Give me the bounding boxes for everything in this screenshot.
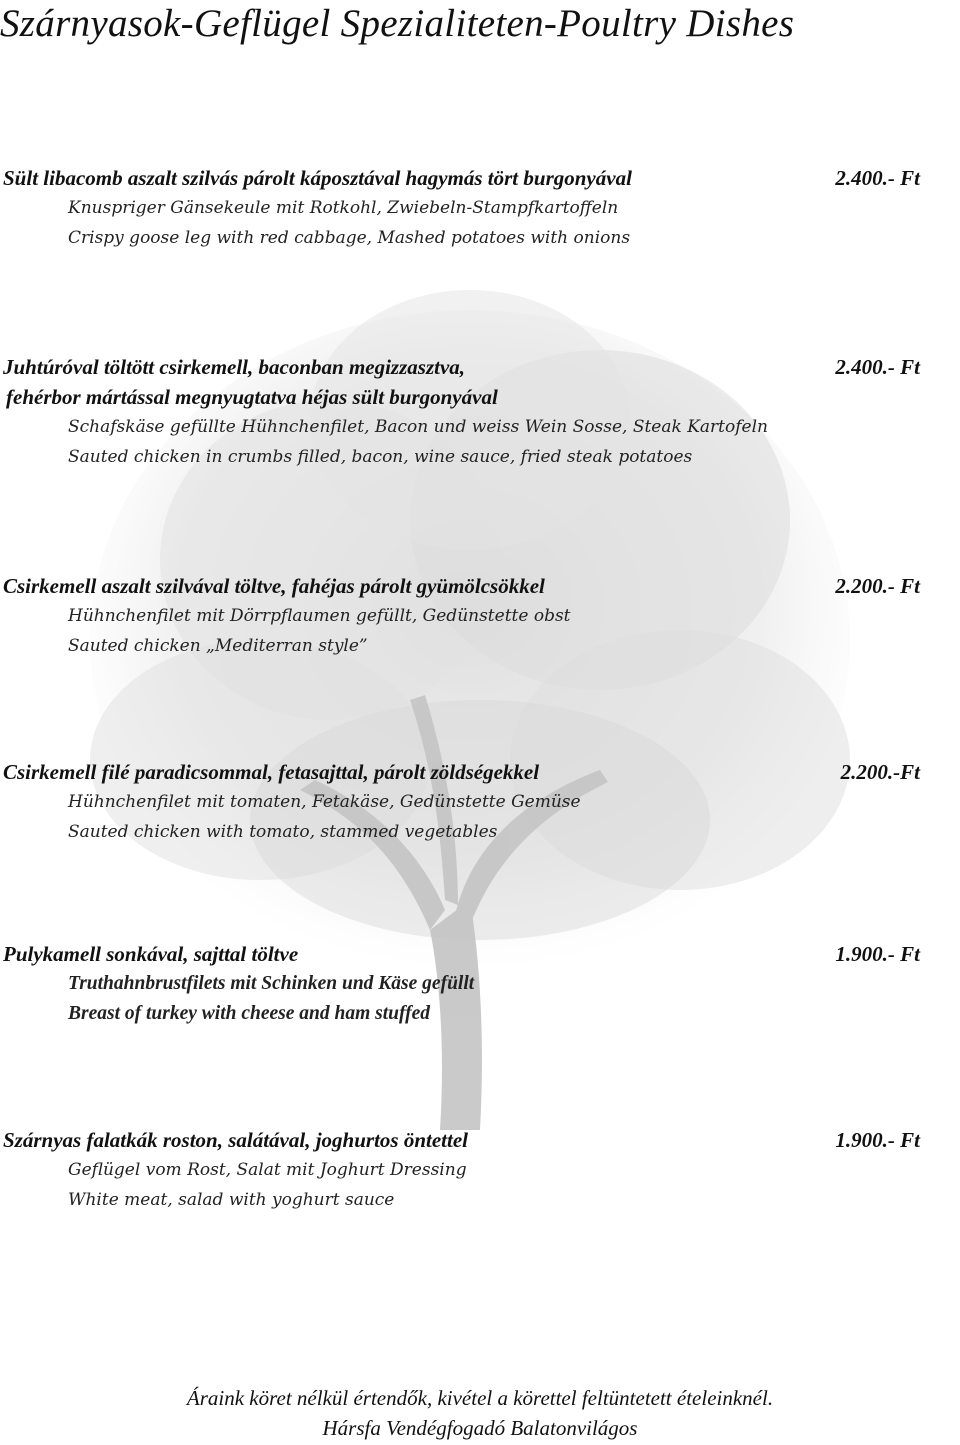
dish-price: 1.900.- Ft bbox=[835, 1128, 920, 1152]
dish-description-en: Crispy goose leg with red cabbage, Mashed potatoes with onions bbox=[68, 228, 631, 248]
dish-name-continued: fehérbor mártással megnyugtatva héjas sült burgonyával bbox=[6, 385, 498, 409]
dish-name: Szárnyas falatkák roston, salátával, joghurtos öntettel bbox=[3, 1128, 468, 1152]
dish-description-en: White meat, salad with yoghurt sauce bbox=[68, 1190, 395, 1210]
dish-description-de: Truthahnbrustfilets mit Schinken und Käse gefüllt bbox=[68, 973, 475, 994]
menu-item-header bbox=[0, 939, 960, 969]
dish-name: Sült libacomb aszalt szilvás párolt káposztával hagymás tört burgonyával bbox=[3, 166, 632, 190]
dish-description-en: Breast of turkey with cheese and ham stuffed bbox=[68, 1003, 431, 1024]
dish-description-en: Sauted chicken with tomato, stammed vegetables bbox=[68, 822, 498, 842]
menu-item bbox=[0, 163, 960, 253]
menu-item-header bbox=[0, 571, 960, 601]
menu-item-header bbox=[0, 1125, 960, 1155]
footer-note: Áraink köret nélkül értendők, kivétel a körettel feltüntetett ételeinknél. bbox=[186, 1386, 774, 1410]
dish-description-en: Sauted chicken in crumbs filled, bacon, wine sauce, fried steak potatoes bbox=[68, 447, 693, 467]
dish-price: 1.900.- Ft bbox=[835, 942, 920, 966]
dish-price: 2.200.- Ft bbox=[835, 574, 920, 598]
menu-item bbox=[0, 571, 960, 661]
menu-item-header bbox=[0, 757, 960, 787]
dish-name: Csirkemell filé paradicsommal, fetasajttal, párolt zöldségekkel bbox=[3, 760, 540, 784]
dish-price: 2.400.- Ft bbox=[835, 355, 920, 379]
menu-item bbox=[0, 757, 960, 847]
menu-item bbox=[0, 1125, 960, 1215]
dish-name: Pulykamell sonkával, sajttal töltve bbox=[3, 942, 299, 966]
menu-item-header bbox=[0, 352, 960, 382]
menu-item-header bbox=[0, 163, 960, 193]
menu-item bbox=[0, 939, 960, 1029]
dish-description-de: Hühnchenfilet mit Dörrpflaumen gefüllt, Gedünstette obst bbox=[68, 606, 571, 626]
dish-description-de: Schafskäse gefüllte Hühnchenfilet, Bacon und weiss Wein Sosse, Steak Kartofeln bbox=[68, 417, 768, 437]
dish-name: Juhtúróval töltött csirkemell, baconban megizzasztva, bbox=[3, 355, 466, 379]
dish-description-en: Sauted chicken „Mediterran style” bbox=[68, 636, 368, 656]
footer-venue: Hársfa Vendégfogadó Balatonvilágos bbox=[322, 1416, 638, 1440]
menu-item bbox=[0, 352, 960, 472]
dish-name: Csirkemell aszalt szilvával töltve, fahéjas párolt gyümölcsökkel bbox=[3, 574, 545, 598]
dish-description-de: Hühnchenfilet mit tomaten, Fetakäse, Gedünstette Gemüse bbox=[68, 792, 581, 812]
dish-description-de: Knuspriger Gänsekeule mit Rotkohl, Zwiebeln-Stampfkartoffeln bbox=[68, 198, 619, 218]
dish-price: 2.400.- Ft bbox=[835, 166, 920, 190]
dish-description-de: Geflügel vom Rost, Salat mit Joghurt Dressing bbox=[68, 1160, 467, 1180]
page-title: Szárnyasok-Geflügel Spezialiteten-Poultry Dishes bbox=[0, 2, 795, 45]
dish-price: 2.200.-Ft bbox=[840, 760, 920, 784]
